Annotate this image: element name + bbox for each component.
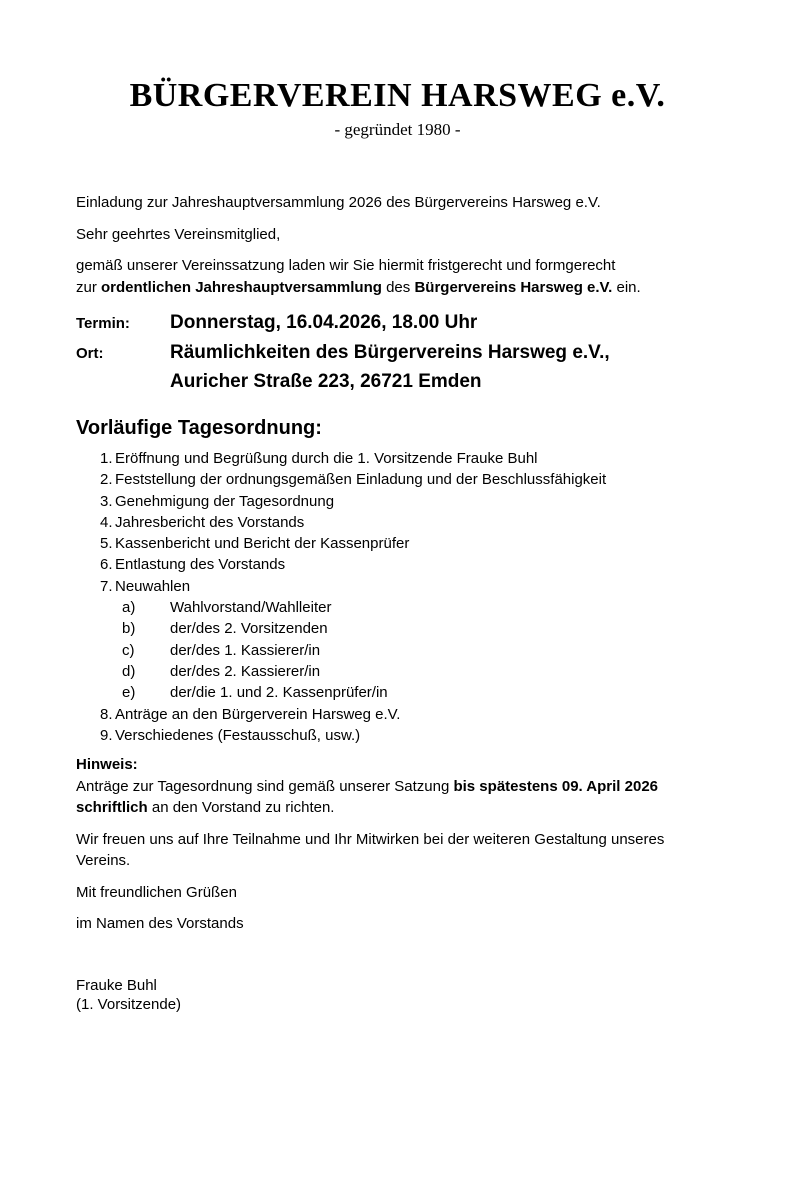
agenda-item-5	[76, 533, 719, 554]
agenda-item-text: Verschiedenes (Festausschuß, usw.)	[115, 726, 361, 744]
agenda-item-text: Jahresbericht des Vorstands	[115, 513, 305, 531]
agenda-item-text: Anträge an den Bürgerverein Harsweg e.V.	[115, 705, 401, 723]
agenda-item-marker: 4.	[100, 513, 113, 531]
meeting-details	[76, 308, 719, 396]
termin-label: Termin:	[76, 315, 130, 332]
agenda-item-marker: 9.	[100, 726, 113, 744]
agenda-item-marker: 2.	[100, 471, 113, 489]
agenda-item-7	[76, 576, 719, 597]
agenda-subitem-c	[76, 640, 719, 661]
agenda-item-4	[76, 512, 719, 533]
agenda-item-marker: 3.	[100, 492, 113, 510]
ort-line-1: Räumlichkeiten des Bürgervereins Harsweg e.V.,	[170, 342, 610, 363]
agenda-subitem-e	[76, 682, 719, 703]
agenda-item-marker: 7.	[100, 577, 113, 595]
agenda-subitem-text: Wahlvorstand/Wahlleiter	[170, 599, 332, 617]
paragraph-closing: Wir freuen uns auf Ihre Teilnahme und Ihr Mitwirken bei der weiteren Gestaltung unseres Vereins.	[76, 830, 665, 870]
agenda-heading: Vorläufige Tagesordnung:	[76, 417, 322, 439]
agenda-subitem-marker: c)	[122, 641, 135, 659]
termin-row	[76, 308, 719, 338]
paragraph-invitation: Einladung zur Jahreshauptversammlung 2026 des Bürgervereins Harsweg e.V.	[76, 194, 601, 211]
agenda-subitem-marker: a)	[122, 599, 136, 617]
agenda-subitem-text: der/des 2. Vorsitzenden	[170, 620, 328, 638]
paragraph-formal-invitation: gemäß unserer Vereinssatzung laden wir Sie hiermit fristgerecht und formgerecht zur ordentlichen Jahreshauptversammlung des Bürgervereins Harsweg e.V. ein.	[76, 257, 641, 296]
agenda-item-6	[76, 554, 719, 575]
agenda-subitem-marker: b)	[122, 620, 136, 638]
ort-row	[76, 338, 719, 396]
agenda-item-text: Feststellung der ordnungsgemäßen Einladung und der Beschlussfähigkeit	[115, 471, 607, 489]
document-page	[0, 78, 795, 1014]
hinweis-heading: Hinweis:	[76, 756, 138, 774]
agenda-subitem-marker: e)	[122, 684, 136, 702]
agenda-item-text: Entlastung des Vorstands	[115, 556, 286, 574]
termin-value: Donnerstag, 16.04.2026, 18.00 Uhr	[170, 312, 478, 333]
agenda-subitem-a	[76, 597, 719, 618]
agenda-subitem-text: der/des 1. Kassierer/in	[170, 641, 321, 659]
ort-value	[170, 338, 610, 396]
agenda-subitem-b	[76, 618, 719, 639]
document-subtitle: - gegründet 1980 -	[334, 120, 461, 139]
agenda-item-text: Eröffnung und Begrüßung durch die 1. Vorsitzende Frauke Buhl	[115, 450, 538, 467]
agenda-item-marker: 8.	[100, 705, 113, 723]
agenda-item-marker: 1.	[100, 450, 113, 467]
agenda-item-8	[76, 704, 719, 725]
agenda-item-text: Genehmigung der Tagesordnung	[115, 492, 335, 510]
paragraph-on-behalf: im Namen des Vorstands	[76, 915, 244, 933]
agenda-subitem-text: der/des 2. Kassierer/in	[170, 662, 321, 680]
paragraph-greeting: Mit freundlichen Grüßen	[76, 883, 237, 901]
agenda-item-marker: 5.	[100, 535, 113, 553]
agenda-item-1	[76, 448, 719, 469]
signature-name: Frauke Buhl	[76, 976, 157, 994]
agenda-list	[76, 448, 719, 746]
agenda-item-marker: 6.	[100, 556, 113, 574]
agenda-item-text: Kassenbericht und Bericht der Kassenprüfer	[115, 535, 410, 553]
agenda-subitem-text: der/die 1. und 2. Kassenprüfer/in	[170, 684, 388, 702]
signature-role: (1. Vorsitzende)	[76, 995, 182, 1013]
agenda-subitem-d	[76, 661, 719, 682]
agenda-item-text: Neuwahlen	[115, 577, 191, 595]
ort-line-2: Auricher Straße 223, 26721 Emden	[170, 371, 482, 392]
paragraph-salutation: Sehr geehrtes Vereinsmitglied,	[76, 225, 281, 243]
agenda-item-9	[76, 725, 719, 746]
intro-section	[76, 192, 719, 298]
agenda-item-2	[76, 469, 719, 490]
agenda-subitem-marker: d)	[122, 662, 136, 680]
agenda-item-3	[76, 491, 719, 512]
hinweis-body: Anträge zur Tagesordnung sind gemäß unserer Satzung bis spätestens 09. April 2026 schriftlich an den Vorstand zu richten.	[76, 777, 659, 817]
signature-block	[76, 976, 719, 1014]
ort-label: Ort:	[76, 345, 104, 362]
document-title: BÜRGERVEREIN HARSWEG e.V.	[129, 77, 666, 114]
